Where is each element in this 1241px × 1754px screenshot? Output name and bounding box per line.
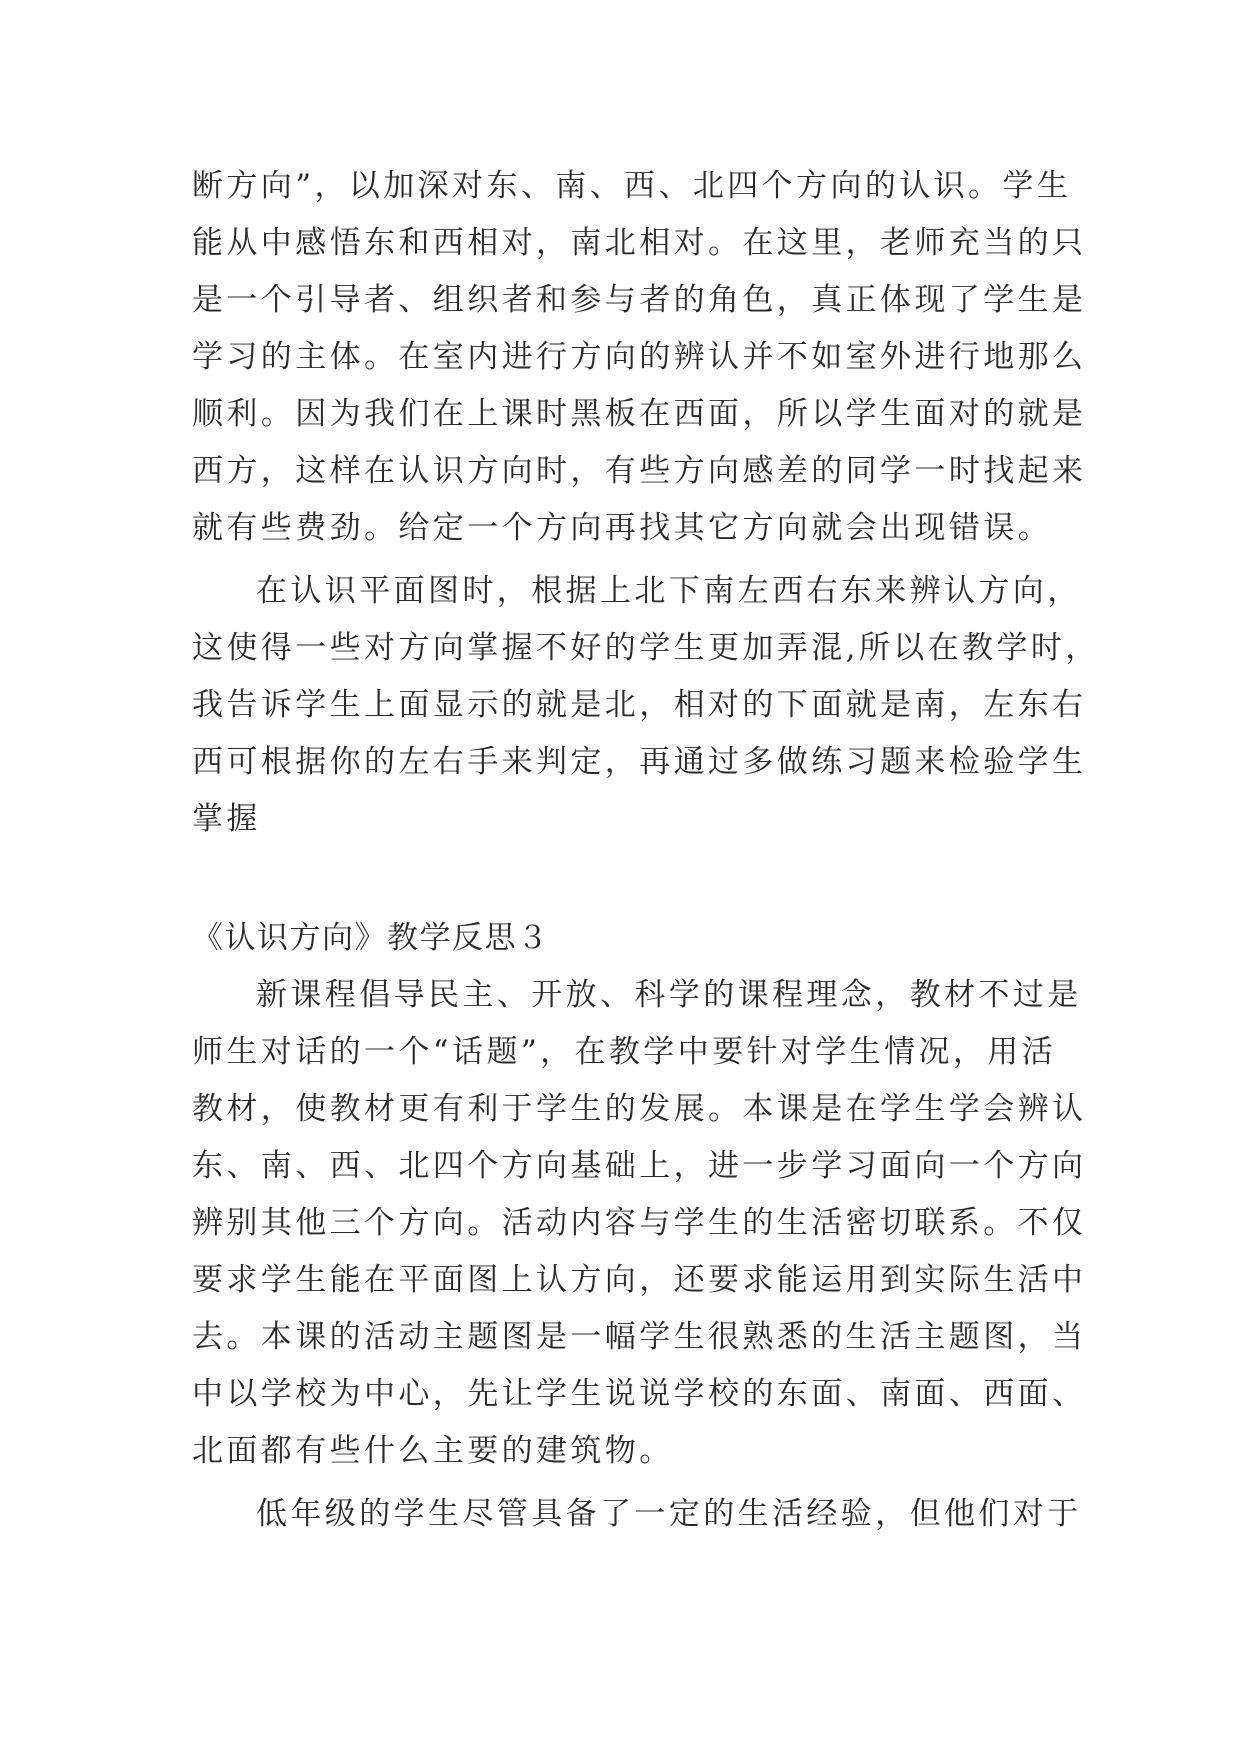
text-line: 西可根据你的左右手来判定，再通过多做练习题来检验学生: [192, 744, 1087, 780]
text-line: 北面都有些什么主要的建筑物。: [192, 1433, 674, 1469]
section-heading: 《认识方向》教学反思３: [192, 920, 550, 956]
text-line: 能从中感悟东和西相对，南北相对。在这里，老师充当的只: [192, 225, 1087, 261]
text-line: 东、南、西、北四个方向基础上，进一步学习面向一个方向: [192, 1148, 1087, 1184]
text-line: 中以学校为中心，先让学生说说学校的东面、南面、西面、: [192, 1376, 1087, 1412]
text-line: 学习的主体。在室内进行方向的辨认并不如室外进行地那么: [192, 339, 1087, 375]
text-line: 辨别其他三个方向。活动内容与学生的生活密切联系。不仅: [192, 1205, 1087, 1241]
text-line: 要求学生能在平面图上认方向，还要求能运用到实际生活中: [192, 1262, 1087, 1298]
text-line: 师生对话的一个“话题”，在教学中要针对学生情况，用活: [192, 1034, 1057, 1070]
text-line: 西方，这样在认识方向时，有些方向感差的同学一时找起来: [192, 453, 1087, 489]
text-line: 我告诉学生上面显示的就是北，相对的下面就是南，左东右: [192, 687, 1087, 723]
text-line: 去。本课的活动主题图是一幅学生很熟悉的生活主题图，当: [192, 1319, 1087, 1355]
text-line: 掌握: [192, 801, 261, 837]
text-line: 是一个引导者、组织者和参与者的角色，真正体现了学生是: [192, 282, 1087, 318]
text-line: 这使得一些对方向掌握不好的学生更加弄混,所以在教学时，: [192, 630, 1100, 666]
text-line: 顺利。因为我们在上课时黑板在西面，所以学生面对的就是: [192, 396, 1087, 432]
text-line: 在认识平面图时，根据上北下南左西右东来辨认方向，: [256, 573, 1082, 609]
text-line: 断方向”，以加深对东、南、西、北四个方向的认识。学生: [192, 168, 1072, 204]
text-line: 教材，使教材更有利于学生的发展。本课是在学生学会辨认: [192, 1091, 1087, 1127]
text-line: 低年级的学生尽管具备了一定的生活经验，但他们对于: [256, 1496, 1082, 1532]
text-line: 就有些费劲。给定一个方向再找其它方向就会出现错误。: [192, 510, 1052, 546]
text-line: 新课程倡导民主、开放、科学的课程理念，教材不过是: [256, 977, 1082, 1013]
